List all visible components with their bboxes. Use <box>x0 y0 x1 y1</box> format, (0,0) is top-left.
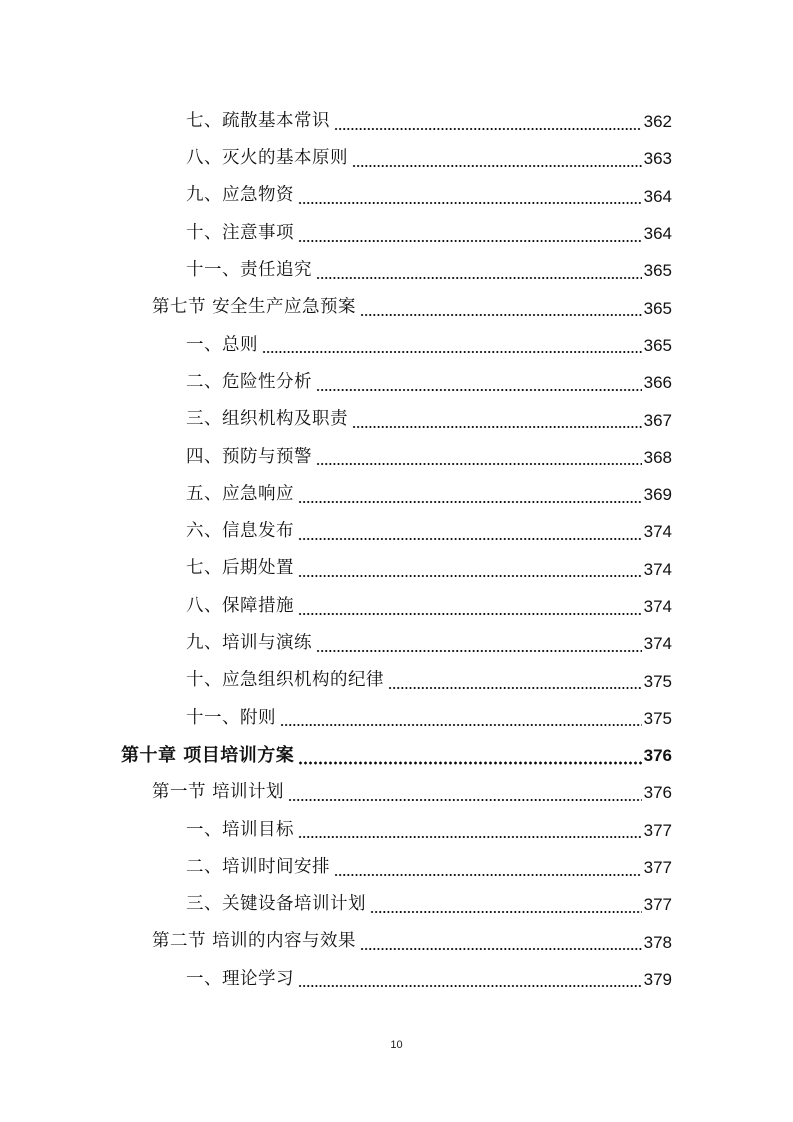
toc-dot-leader <box>288 783 642 803</box>
toc-section-entry[interactable] <box>0 924 793 961</box>
toc-entry[interactable] <box>0 140 793 177</box>
toc-entry-title: 二、培训时间安排 <box>186 856 330 877</box>
toc-entry-title: 三、关键设备培训计划 <box>186 894 366 915</box>
toc-dot-leader <box>298 559 642 579</box>
toc-entry-page: 374 <box>643 559 672 579</box>
toc-entry[interactable] <box>0 551 793 588</box>
toc-entry[interactable] <box>0 103 793 140</box>
toc-dot-leader <box>298 969 642 989</box>
toc-entry-title: 第七节 安全生产应急预案 <box>152 297 357 318</box>
toc-entry[interactable] <box>0 588 793 625</box>
toc-entry[interactable] <box>0 364 793 401</box>
toc-dot-leader <box>388 671 642 691</box>
toc-dot-leader <box>352 149 642 169</box>
toc-dot-leader <box>298 522 642 542</box>
toc-entry[interactable] <box>0 476 793 513</box>
toc-dot-leader <box>280 708 642 728</box>
toc-dot-leader <box>334 858 642 878</box>
toc-dot-leader <box>298 224 642 244</box>
toc-section-entry[interactable] <box>0 774 793 811</box>
toc-dot-leader <box>316 261 642 281</box>
toc-entry-page: 377 <box>643 820 672 840</box>
toc-dot-leader <box>298 820 642 840</box>
toc-entry-page: 362 <box>643 112 672 132</box>
toc-entry-page: 375 <box>643 671 672 691</box>
toc-entry-page: 374 <box>643 522 672 542</box>
toc-section-entry[interactable] <box>0 289 793 326</box>
toc-entry-page: 379 <box>643 969 672 989</box>
toc-entry-title: 二、危险性分析 <box>186 371 312 392</box>
toc-entry-page: 364 <box>643 224 672 244</box>
toc-entry-title: 九、培训与演练 <box>186 633 312 654</box>
toc-entry-title: 十、注意事项 <box>186 222 294 243</box>
toc-entry-page: 374 <box>643 597 672 616</box>
toc-dot-leader <box>360 932 642 952</box>
toc-dot-leader <box>316 447 642 467</box>
toc-entry[interactable] <box>0 252 793 289</box>
toc-entry[interactable] <box>0 849 793 886</box>
toc-dot-leader <box>370 895 642 915</box>
toc-entry-title: 十一、责任追究 <box>186 260 312 281</box>
page-number: 10 <box>390 1039 403 1051</box>
toc-dot-leader <box>360 298 642 318</box>
table-of-contents <box>0 103 793 998</box>
toc-chapter-entry[interactable] <box>0 737 793 774</box>
toc-dot-leader <box>298 597 642 617</box>
toc-entry-title: 一、培训目标 <box>186 819 294 840</box>
toc-entry-title: 第十章 项目培训方案 <box>121 744 295 766</box>
toc-dot-leader <box>352 410 642 430</box>
toc-entry[interactable] <box>0 178 793 215</box>
toc-entry-title: 七、疏散基本常识 <box>186 110 330 131</box>
toc-entry-title: 九、应急物资 <box>186 185 294 206</box>
toc-entry-page: 377 <box>643 858 672 878</box>
toc-entry-title: 六、信息发布 <box>186 521 294 542</box>
toc-entry-page: 368 <box>643 447 672 467</box>
toc-dot-leader <box>298 746 641 766</box>
toc-entry[interactable] <box>0 215 793 252</box>
toc-dot-leader <box>298 186 642 206</box>
toc-dot-leader <box>262 335 642 355</box>
toc-entry[interactable] <box>0 513 793 550</box>
toc-entry-title: 四、预防与预警 <box>186 446 312 467</box>
toc-entry-page: 376 <box>643 746 672 766</box>
toc-entry-page: 365 <box>643 298 672 318</box>
toc-entry-title: 八、保障措施 <box>186 595 294 616</box>
toc-dot-leader <box>316 373 642 393</box>
toc-entry-page: 374 <box>643 634 672 654</box>
toc-entry[interactable] <box>0 662 793 699</box>
toc-entry[interactable] <box>0 439 793 476</box>
toc-entry[interactable] <box>0 625 793 662</box>
toc-entry-page: 377 <box>643 895 672 915</box>
toc-entry-title: 八、灭火的基本原则 <box>186 148 348 169</box>
toc-entry[interactable] <box>0 886 793 923</box>
toc-entry-page: 378 <box>643 932 672 952</box>
toc-entry-page: 366 <box>643 373 672 393</box>
toc-entry-title: 十一、附则 <box>186 707 276 728</box>
toc-entry-title: 第二节 培训的内容与效果 <box>152 931 357 952</box>
toc-entry[interactable] <box>0 401 793 438</box>
toc-entry-page: 367 <box>643 410 672 430</box>
toc-entry-title: 三、组织机构及职责 <box>186 409 348 430</box>
toc-entry-page: 369 <box>643 485 672 505</box>
toc-entry-page: 375 <box>643 708 672 728</box>
toc-entry-page: 363 <box>643 149 672 169</box>
toc-entry-title: 五、应急响应 <box>186 483 294 504</box>
toc-dot-leader <box>334 112 642 132</box>
toc-entry-title: 一、理论学习 <box>186 968 294 989</box>
toc-entry-title: 十、应急组织机构的纪律 <box>186 670 384 691</box>
toc-dot-leader <box>316 634 642 654</box>
toc-entry-page: 376 <box>643 783 672 803</box>
toc-entry-title: 七、后期处置 <box>186 558 294 579</box>
toc-entry-page: 365 <box>643 261 672 281</box>
toc-entry[interactable] <box>0 700 793 737</box>
toc-entry-title: 一、总则 <box>186 334 258 355</box>
toc-entry[interactable] <box>0 327 793 364</box>
toc-entry[interactable] <box>0 961 793 998</box>
toc-dot-leader <box>298 485 642 505</box>
toc-entry-page: 364 <box>643 186 672 206</box>
toc-entry[interactable] <box>0 812 793 849</box>
toc-entry-title: 第一节 培训计划 <box>152 782 285 803</box>
toc-entry-page: 365 <box>643 335 672 355</box>
